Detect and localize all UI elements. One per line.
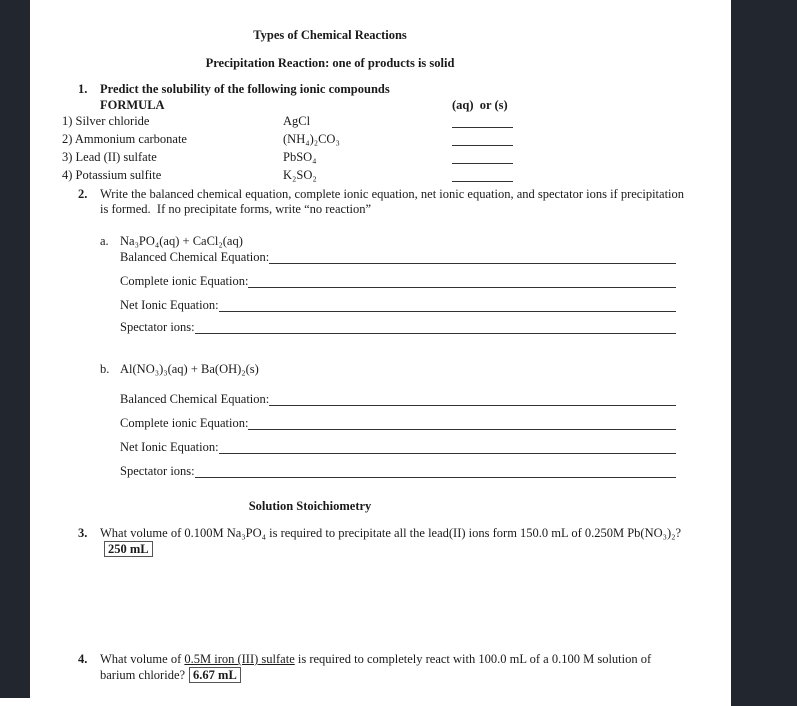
part-b [100, 362, 259, 377]
equation-line [120, 320, 676, 335]
equation-label: Complete ionic Equation: [120, 274, 249, 288]
equation-line [120, 298, 676, 313]
question-number: 4. [78, 652, 88, 666]
q2-prompt: Write the balanced chemical equation, complete ionic equation, net ionic equation, and spectator ions if precipitation is formed. If no precipitate forms, write “no reaction” [100, 187, 685, 216]
equation-label: Spectator ions: [120, 464, 195, 478]
solubility-row [62, 168, 513, 183]
solubility-blank [452, 169, 513, 182]
column-header-formula: FORMULA [100, 98, 165, 112]
reaction-formula: Na₃PO₄(aq) + CaCl₂(aq) [120, 234, 243, 248]
blank-line [195, 321, 676, 334]
question-1 [78, 82, 390, 97]
equation-label: Balanced Chemical Equation: [120, 250, 270, 264]
blank-line [195, 465, 676, 478]
solubility-blank [452, 151, 513, 164]
stoich-heading: Solution Stoichiometry [248, 499, 372, 513]
answer-box-q3: 250 mL [104, 541, 153, 557]
part-letter: b. [100, 362, 110, 376]
equation-line [120, 250, 676, 265]
equation-line [120, 274, 676, 289]
blank-line [269, 251, 676, 264]
q3-text: What volume of 0.100M Na₃PO₄ is required to precipitate all the lead(II) ions form 150.0 mL of 0.250M Pb(NO₃)₂? [100, 526, 682, 540]
compound-name: 4) Potassium sulfite [62, 168, 162, 182]
answer-box-q4: 6.67 mL [189, 667, 241, 683]
question-text [100, 652, 685, 683]
question-number: 2. [78, 187, 88, 201]
blank-line [219, 441, 676, 454]
equation-label: Net Ionic Equation: [120, 298, 219, 312]
q4-text-underlined: 0.5M iron (III) sulfate [184, 652, 295, 666]
question-number: 3. [78, 526, 88, 540]
solubility-row [62, 114, 513, 129]
solubility-row [62, 150, 513, 165]
q4-text-pre: What volume of [100, 652, 185, 666]
q1-prompt: Predict the solubility of the following ionic compounds [100, 82, 390, 96]
equation-label: Spectator ions: [120, 320, 195, 334]
compound-name: 1) Silver chloride [62, 114, 150, 128]
question-text [100, 526, 685, 557]
question-number: 1. [78, 82, 88, 96]
blank-line [219, 299, 676, 312]
question-4 [78, 652, 685, 683]
question-3 [78, 526, 685, 557]
compound-formula: (NH₄)₂CO₃ [283, 132, 340, 146]
equation-label: Complete ionic Equation: [120, 416, 249, 430]
blank-line [248, 417, 676, 430]
compound-formula: K₂SO₂ [283, 168, 317, 182]
part-a [100, 234, 243, 249]
q4-text-post: is required to completely react with 100.0 mL of a 0.100 M solution of barium chloride? [100, 652, 652, 682]
blank-line [269, 393, 676, 406]
part-letter: a. [100, 234, 109, 248]
equation-line [120, 440, 676, 455]
compound-name: 2) Ammonium carbonate [62, 132, 187, 146]
reaction-formula: Al(NO₃)₃(aq) + Ba(OH)₂(s) [120, 362, 259, 376]
equation-line [120, 416, 676, 431]
equation-line [120, 392, 676, 407]
page-title: Types of Chemical Reactions [253, 28, 407, 42]
question-2 [78, 187, 692, 217]
equation-line [120, 464, 676, 479]
solubility-blank [452, 133, 513, 146]
equation-label: Balanced Chemical Equation: [120, 392, 270, 406]
blank-line [248, 275, 676, 288]
compound-name: 3) Lead (II) sulfate [62, 150, 157, 164]
column-header-state: (aq) or (s) [452, 98, 508, 112]
equation-label: Net Ionic Equation: [120, 440, 219, 454]
solubility-blank [452, 115, 513, 128]
page-subtitle: Precipitation Reaction: one of products is solid [205, 56, 455, 70]
compound-formula: PbSO₄ [283, 150, 317, 164]
bottom-left-patch [0, 698, 30, 706]
compound-formula: AgCl [283, 114, 311, 128]
solubility-row [62, 132, 513, 147]
document-page [30, 0, 731, 706]
